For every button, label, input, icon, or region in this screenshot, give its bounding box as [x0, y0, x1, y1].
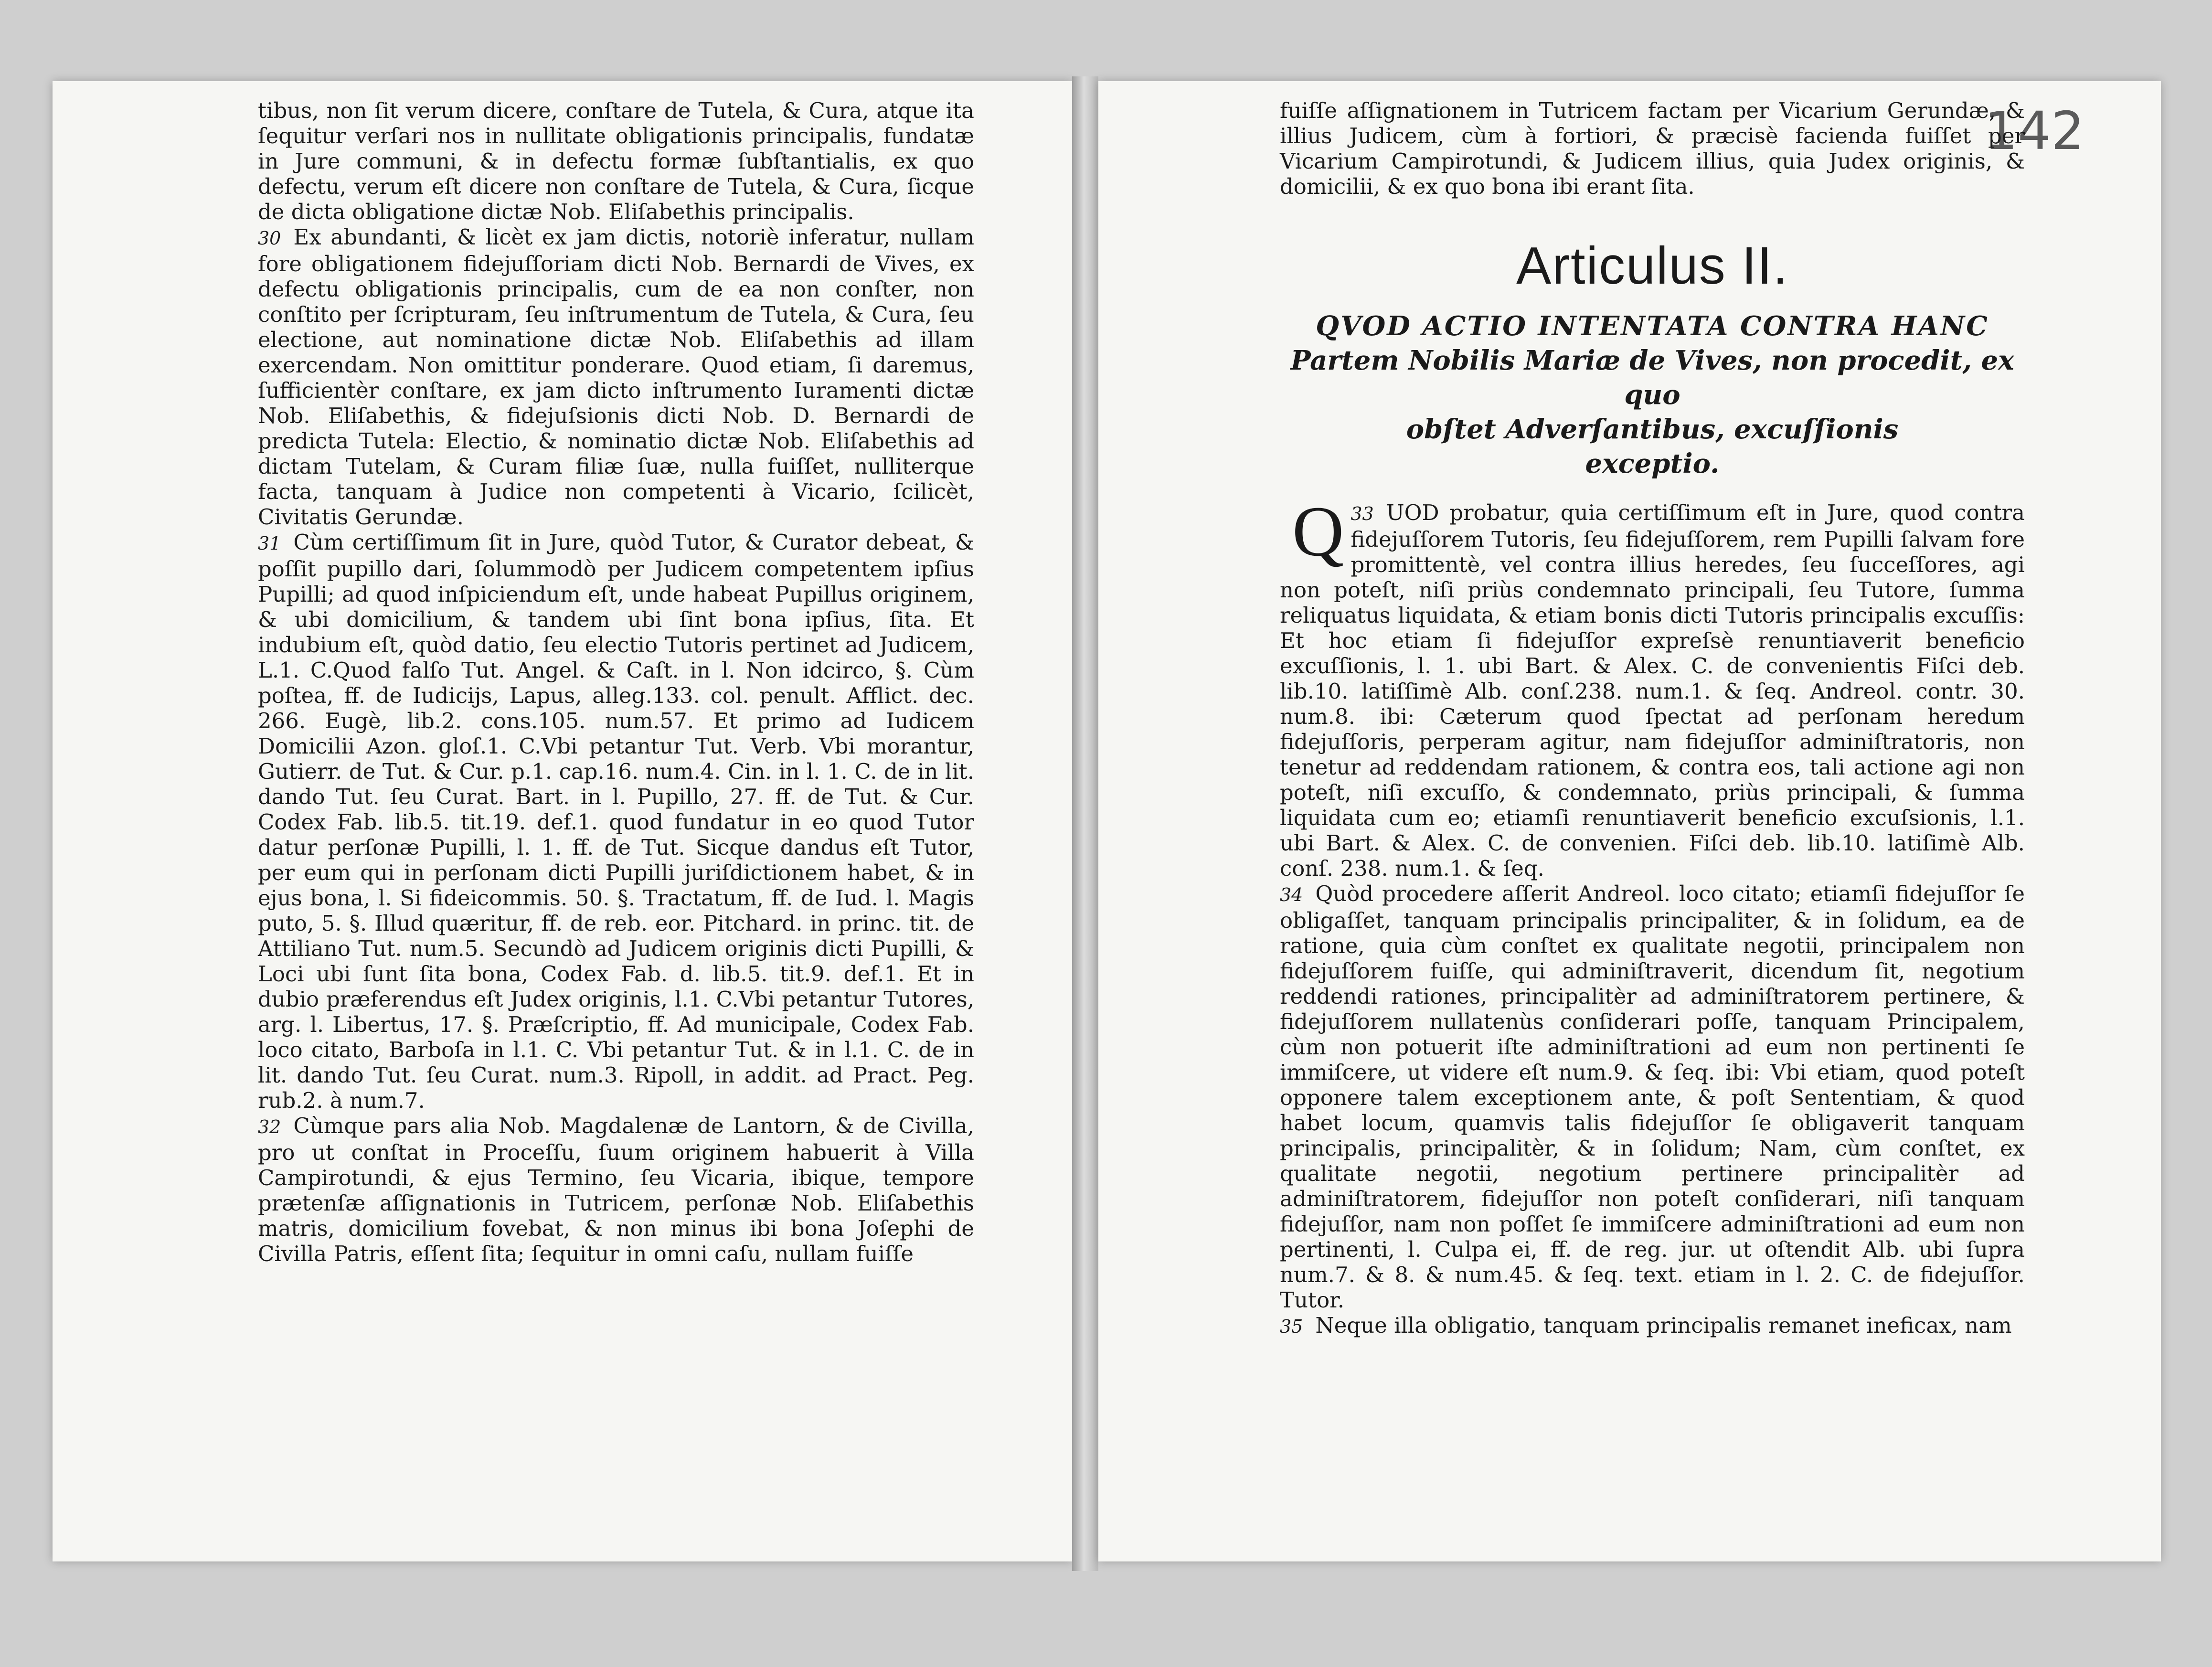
- folio-number: 142: [1984, 100, 2084, 161]
- paragraph-number: 34: [1280, 884, 1303, 905]
- paragraph-number: 31: [258, 533, 281, 554]
- paragraph-number: 30: [258, 228, 281, 249]
- right-paragraph-34: 34 Quòd procedere aſſerit Andreol. loco citato; etiamſi fidejuſſor ſe obligaſſet, tanquam principalis principaliter, & in ſolidum, ea de ratione, quia cùm conſtet ex qualitate negotii, principalem non fidejuſſorem fuiſſe, qui adminiſtraverit, dicendum ſit, negotium reddendi rationes, principalitèr ad adminiſtratorem pertinere, & fidejuſſorem nullatenùs conſiderari poſſe, tanquam Principalem, cùm non potuerit iſte adminiſtrationi ad eum non pertinenti ſe immiſcere, ut videre eſt num.9. & ſeq. ibi: Vbi etiam, quod poteſt opponere talem exceptionem ante, & poſt Sententiam, & quod habet locum, quamvis talis fidejuſſor ſe obligaverit tanquam principalis, principalitèr, & in ſolidum; Nam, cùm conſtet, ex qualitate negotii, negotium pertinere principalitèr ad adminiſtratorem, fidejuſſor non poteſt conſiderari, niſi tanquam fidejuſſor, nam non poſſet ſe immiſcere adminiſtrationi ad eum non pertinenti, l. Culpa ei, ff. de reg. jur. ut oſtendit Alb. ubi ſupra num.7. & 8. & num.45. & ſeq. text. etiam in l. 2. C. de fidejuſſor. Tutor.: [1280, 881, 2025, 1313]
- left-paragraph-31: 31 Cùm certiſſimum ſit in Jure, quòd Tutor, & Curator debeat, & poſſit pupillo dari, ſolummodò per Judicem competentem ipſius Pupilli; ad quod inſpiciendum eſt, unde habeat Pupillus originem, & ubi domicilium, & tandem ubi ſint bona ipſius, ſita. Et indubium eſt, quòd datio, ſeu electio Tutoris pertinet ad Judicem, L.1. C.Quod falſo Tut. Angel. & Caſt. in l. Non idcirco, §. Cùm poſtea, ff. de Iudicijs, Lapus, alleg.133. col. penult. Afflict. dec. 266. Eugè, lib.2. cons.105. num.57. Et primo ad Iudicem Domicilii Azon. gloſ.1. C.Vbi petantur Tut. Verb. Vbi morantur, Gutierr. de Tut. & Cur. p.1. cap.16. num.4. Cin. in l. 1. C. de in lit. dando Tut. ſeu Curat. Bart. in l. Pupillo, 27. ff. de Tut. & Cur. Codex Fab. lib.5. tit.19. def.1. quod fundatur in eo quod Tutor datur perſonæ Pupilli, l. 1. ff. de Tut. Sicque dandus eſt Tutor, per eum qui in perſonam dicti Pupilli juriſdictionem habet, & in ejus bona, l. Si fideicommis. 50. §. Tractatum, ff. de Iud. l. Magis puto, 5. §. Illud quæritur, ff. de reb. eor. Pitchard. in princ. tit. de Attiliano Tut. num.5. Secundò ad Judicem originis dicti Pupilli, & Loci ubi ſunt ſita bona, Codex Fab. d. lib.5. tit.9. def.1. Et in dubio præferendus eſt Judex originis, l.1. C.Vbi petantur Tutores, arg. l. Libertus, 17. §. Præſcriptio, ff. Ad municipale, Codex Fab. loco citato, Barboſa in l.1. C. Vbi petantur Tut. & in l.1. C. de in lit. dando Tut. ſeu Curat. num.3. Ripoll, in addit. ad Pract. Peg. rub.2. à num.7.: [258, 530, 974, 1113]
- left-paragraph-1: tibus, non ſit verum dicere, conſtare de Tutela, & Cura, atque ita ſequitur verſari nos in nullitate obligationis principalis, fundatæ in Jure communi, & in defectu formæ ſubſtantialis, ex quo defectu, verum eſt dicere non conſtare de Tutela, & Cura, ſicque de dicta obligatione dictæ Nob. Eliſabethis principalis.: [258, 98, 974, 224]
- right-text-column: [1280, 98, 2025, 1339]
- left-text-column: [258, 98, 974, 1266]
- drop-cap: Q: [1292, 492, 1344, 571]
- right-paragraph-35: 35 Neque illa obligatio, tanquam principalis remanet ineficax, nam: [1280, 1313, 2012, 1338]
- right-paragraph-33: 33 Q UOD probatur, quia certiſſimum eſt in Jure, quod contra fidejuſſorem Tutoris, ſeu fidejuſſorem, rem Pupilli ſalvam fore promittentè, vel contra illius heredes, ſeu ſucceſſores, agi non poteſt, niſi priùs condemnato principali, ſeu Tutore, ſumma reliquatus liquidata, & etiam bonis dicti Tutoris principalis excuſſis: Et hoc etiam ſi fidejuſſor expreſsè renuntiaverit beneficio excuſſionis, l. 1. ubi Bart. & Alex. C. de convenientis Fiſci deb. lib.10. latiſſimè Alb. conſ.238. num.1. & ſeq. Andreol. contr. 30. num.8. ibi: Cæterum quod ſpectat ad perſonam heredum fidejuſſoris, perperam agitur, nam fidejuſſor adminiſtratoris, non tenetur ad reddendam rationem, & contra eos, tali actione agi non poteſt, niſi excuſſo, & condemnato, priùs principali, & ſumma liquidata cum eo; etiamſi renuntiaverit beneficio excuſsionis, l.1. ubi Bart. & Alex. C. de convenien. Fiſci deb. lib.10. latiſimè Alb. conſ. 238. num.1. & ſeq.: [1280, 492, 2025, 881]
- paragraph-number: 32: [258, 1116, 281, 1137]
- paragraph-number: 33: [1351, 503, 1374, 524]
- article-heading: Articulus II.: [1516, 236, 1789, 295]
- left-paragraph-32: 32 Cùmque pars alia Nob. Magdalenæ de Lantorn, & de Civilla, pro ut conſtat in Proceſſu, ſuum originem habuerit à Villa Campirotundi, & ejus Termino, ſeu Vicaria, ibique, tempore prætenſæ aſſignationis in Tutricem, perſonæ Nob. Eliſabethis matris, domicilium fovebat, & non minus ibi bona Joſephi de Civilla Patris, eſſent ſita; ſequitur in omni caſu, nullam fuiſſe: [258, 1113, 974, 1266]
- book-spine: [1072, 76, 1098, 1571]
- left-paragraph-30: 30 Ex abundanti, & licèt ex jam dictis, notoriè inferatur, nullam fore obligationem fidejuſſoriam dicti Nob. Bernardi de Vives, ex defectu obligationis principalis, cum de ea non conſter, non conſtito per ſcripturam, ſeu inſtrumentum de Tutela, & Cura, ſeu electione, aut nominatione dictæ Nob. Eliſabethis ad illam exercendam. Non omittitur ponderare. Quod etiam, ſi daremus, ſufficientèr conſtare, ex jam dicto inſtrumento Iuramenti dictæ Nob. Eliſabethis, & fidejuſsionis dicti Nob. D. Bernardi de predicta Tutela: Electio, & nominatio dictæ Nob. Eliſabethis ad dictam Tutelam, & Curam filiæ ſuæ, nulla fuiſſet, nulliterque facta, tanquam à Judice non competenti à Vicario, ſcilicèt, Civitatis Gerundæ.: [258, 224, 974, 530]
- right-intro-paragraph: fuiſſe aſſignationem in Tutricem factam per Vicarium Gerundæ, & illius Judicem, cùm à fortiori, & præcisè facienda fuiſſet per Vicarium Campirotundi, & Judicem illius, quia Judex originis, & domicilii, & ex quo bona ibi erant ſita.: [1280, 98, 2025, 199]
- article-subtitle: QVOD ACTIO INTENTATA CONTRA HANC Partem Nobilis Mariæ de Vives, non procedit, ex quo obſtet Adverſantibus, excuſſionis exceptio.: [1290, 310, 2014, 479]
- paragraph-number: 35: [1280, 1316, 1303, 1337]
